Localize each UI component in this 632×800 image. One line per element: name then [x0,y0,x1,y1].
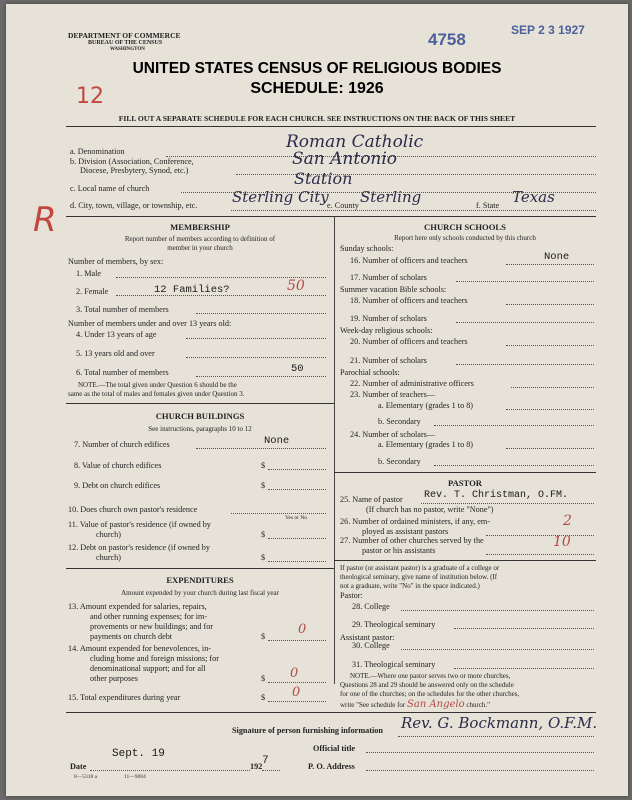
buildings-intro: See instructions, paragraphs 10 to 12 [148,425,252,433]
q12-line [268,561,326,562]
q8-value-label: 8. Value of church edifices [74,461,162,470]
q31-label: 31. Theological seminary [352,660,436,669]
pastor-note-4-pre: write "See schedule for [340,701,406,709]
q6-line [196,376,326,377]
city-line [231,210,596,211]
po-address-label: P. O. Address [308,762,355,771]
q13-label-1: 13. Amount expended for salaries, repairs, [68,602,207,611]
q2-typed-value: 12 Families? [154,284,230,296]
membership-intro-2: member in your church [167,244,233,252]
dept-line3: WASHINGTON [110,47,145,52]
membership-note-1: NOTE.—The total given under Question 6 should be the [78,381,237,389]
q31-line [454,668,594,669]
membership-intro-1: Report number of members according to definition of [124,235,276,243]
membership-rule [66,403,334,404]
weekday-schools-label: Week-day religious schools: [340,326,433,335]
red-handwritten-letter: R [33,200,57,240]
college-note-2: theological seminary, give name of institution below. (If [340,573,498,581]
pastor-rule [334,560,596,561]
q24b-label: b. Secondary [378,457,421,466]
q28-line [401,610,594,611]
assistant-pastor-label: Assistant pastor: [340,633,395,642]
q8-line [268,469,326,470]
q14-label-4: other purposes [90,674,138,683]
division-line [236,174,596,175]
q18-line [506,304,594,305]
q13-line [268,640,326,641]
q24b-line [434,465,594,466]
pastor-note-4-post: church." [466,701,491,709]
q14-label-3: denominational support; and for all [90,664,206,673]
q9-line [268,489,326,490]
q24a-line [506,448,594,449]
city-label: d. City, town, village, or township, etc. [70,201,198,210]
division-label-1: b. Division (Association, Conference, [70,157,194,166]
q25-line [421,503,594,504]
college-note-1: If pastor (or assistant pastor) is a graduate of a college or [340,564,500,572]
q15-dollar: $ [261,693,266,702]
q13-label-4: payments on church debt [90,632,173,641]
year-line [262,770,280,771]
q20-label: 20. Number of officers and teachers [350,337,468,346]
yes-no-hint: Yes or No [285,515,308,521]
q14-value: 0 [290,666,299,681]
form-number-stamp: 4758 [428,30,466,49]
sunday-schools-label: Sunday schools: [340,244,394,253]
column-divider [334,216,335,684]
see-schedule-for-value: San Angelo [407,699,465,710]
city-value: Sterling City [232,188,329,206]
q13-dollar: $ [261,632,266,641]
division-label-2: Diocese, Presbytery, Synod, etc.) [80,166,189,175]
q5-over13-label: 5. 13 years old and over [76,349,155,358]
q17-label: 17. Number of scholars [350,273,427,282]
q5-line [186,357,326,358]
q14-line [268,682,326,683]
q11-line [268,538,326,539]
membership-note-2: same as the total of males and females given under Question 3. [68,390,245,398]
print-code-1: 8—5318 a [74,774,98,780]
received-date-stamp: SEP 2 3 1927 [511,23,585,37]
pastor-note-1: NOTE.—Where one pastor serves two or more churches, [350,672,511,680]
q29-line [454,628,594,629]
q27-label-2: pastor or his assistants [362,546,436,555]
q16-label: 16. Number of officers and teachers [350,256,468,265]
members-by-sex-label: Number of members, by sex: [68,257,164,266]
q23b-line [434,425,594,426]
local-name-value: Station [294,169,353,188]
local-name-label: c. Local name of church [70,184,150,193]
pastor-note-2: Questions 28 and 29 should be answered only on the schedule [340,681,514,689]
state-value: Texas [512,188,555,206]
q4-line [186,338,326,339]
q26-line [486,535,594,536]
q27-label-1: 27. Number of other churches served by the [340,536,484,545]
q14-dollar: $ [261,674,266,683]
q7-edifices-value: None [264,435,290,447]
pastor-note-4 [340,699,490,710]
denomination-value: Roman Catholic [286,132,424,152]
q3-total-label: 3. Total number of members [76,305,169,314]
summer-schools-label: Summer vacation Bible schools: [340,285,447,294]
q23-label: 23. Number of teachers— [350,390,436,399]
q26-value: 2 [563,513,572,529]
red-handwritten-number: 12 [76,84,104,109]
footer-rule [66,712,596,713]
q26-label-2: ployed as assistant pastors [362,527,449,536]
q15-line [268,701,326,702]
q2-handwritten-value: 50 [287,278,305,294]
signature-value: Rev. G. Bockmann, O.F.M. [401,714,598,732]
separate-schedule-instruction: FILL OUT A SEPARATE SCHEDULE FOR EACH CHURCH. SEE INSTRUCTIONS ON THE BACK OF THIS SHEET [118,114,516,123]
q9-debt-label: 9. Debt on church edifices [74,481,161,490]
q13-value: 0 [298,622,307,637]
expenditures-intro: Amount expended by your church during last fiscal year [121,589,279,597]
year-digit-value: 7 [262,755,269,767]
q15-value: 0 [292,685,301,700]
print-code-2: 11—9084 [124,774,146,780]
q16-line [506,264,594,265]
county-label: e. County [327,201,359,210]
pastor-note-3: for one of the churches; on the schedules for the other churches, [340,690,520,698]
q12-label-1: 12. Debt on pastor's residence (if owned by [68,543,210,552]
signature-label: Signature of person furnishing information [232,726,383,735]
schools-rule [334,472,596,473]
q23b-label: b. Secondary [378,417,421,426]
age-intro-label: Number of members under and over 13 years old: [68,319,232,328]
q16-value: None [544,251,570,263]
official-title-label: Official title [313,744,356,753]
q23a-line [506,409,594,410]
parochial-schools-label: Parochial schools: [340,368,400,377]
q22-line [511,387,594,388]
q2-female-label: 2. Female [76,287,109,296]
q21-label: 21. Number of scholars [350,356,427,365]
q14-label-1: 14. Amount expended for benevolences, in- [68,644,212,653]
college-note-3: not a graduate, write "No" in the space indicated.) [340,582,480,590]
signature-line [398,736,594,737]
q7-edifices-label: 7. Number of church edifices [74,440,170,449]
date-label: Date [70,762,87,771]
state-label: f. State [476,201,500,210]
q4-under13-label: 4. Under 13 years of age [76,330,157,339]
membership-heading: MEMBERSHIP [170,222,230,232]
q1-male-label: 1. Male [76,269,102,278]
q9-dollar: $ [261,481,266,490]
q30-line [401,649,594,650]
q24a-label: a. Elementary (grades 1 to 8) [378,440,474,449]
header-rule [66,126,596,127]
schools-intro: Report here only schools conducted by this church [394,234,536,242]
q6-total-label: 6. Total number of members [76,368,169,377]
q22-label: 22. Number of administrative officers [350,379,474,388]
buildings-heading: CHURCH BUILDINGS [155,411,245,421]
q12-dollar: $ [261,553,266,562]
q13-label-3: provements or new buildings; and for [90,622,214,631]
q21-line [456,364,594,365]
q27-value: 10 [553,534,571,550]
dept-line2: BUREAU OF THE CENSUS [88,40,163,46]
denomination-label: a. Denomination [70,147,125,156]
q25-note: (If church has no pastor, write "None") [366,505,494,514]
division-value: San Antonio [292,149,398,169]
q27-line [486,554,594,555]
q19-label: 19. Number of scholars [350,314,427,323]
form-subtitle: SCHEDULE: 1926 [250,80,384,97]
q23a-label: a. Elementary (grades 1 to 8) [378,401,474,410]
date-value: Sept. 19 [112,748,165,760]
q29-label: 29. Theological seminary [352,620,436,629]
q11-dollar: $ [261,530,266,539]
q11-label-1: 11. Value of pastor's residence (if owned by [68,520,211,529]
q25-label: 25. Name of pastor [340,495,403,504]
q19-line [456,322,594,323]
q10-line [231,513,326,514]
official-title-line [366,752,594,753]
q18-label: 18. Number of officers and teachers [350,296,468,305]
dept-line1: DEPARTMENT OF COMMERCE [68,31,181,40]
q26-label-1: 26. Number of ordained ministers, if any, em- [340,517,490,526]
form-title: UNITED STATES CENSUS OF RELIGIOUS BODIES [132,60,502,77]
q8-dollar: $ [261,461,266,470]
pastor-sub-label: Pastor: [340,591,363,600]
q15-label: 15. Total expenditures during year [68,693,181,702]
q24-label: 24. Number of scholars— [350,430,436,439]
identity-rule [66,216,596,217]
q28-label: 28. College [352,602,390,611]
expenditures-heading: EXPENDITURES [166,575,234,585]
date-line [90,770,250,771]
q10-residence-label: 10. Does church own pastor's residence [68,505,198,514]
po-address-line [366,770,594,771]
year-prefix: 192 [250,762,263,771]
q17-line [456,281,594,282]
q6-total-value: 50 [291,363,304,375]
q13-label-2: and other running expenses; for im- [90,612,208,621]
q3-line [196,313,326,314]
q30-label: 30. College [352,641,390,650]
q20-line [506,345,594,346]
q11-label-2: church) [96,530,122,539]
census-schedule-sheet [6,4,628,796]
county-value: Sterling [360,188,422,206]
q12-label-2: church) [96,553,122,562]
q14-label-2: cluding home and foreign missions; for [90,654,219,663]
q7-line [196,448,326,449]
buildings-rule [66,568,334,569]
q25-pastor-name: Rev. T. Christman, O.FM. [424,490,569,501]
schools-heading: CHURCH SCHOOLS [424,222,506,232]
pastor-heading: PASTOR [447,478,483,488]
